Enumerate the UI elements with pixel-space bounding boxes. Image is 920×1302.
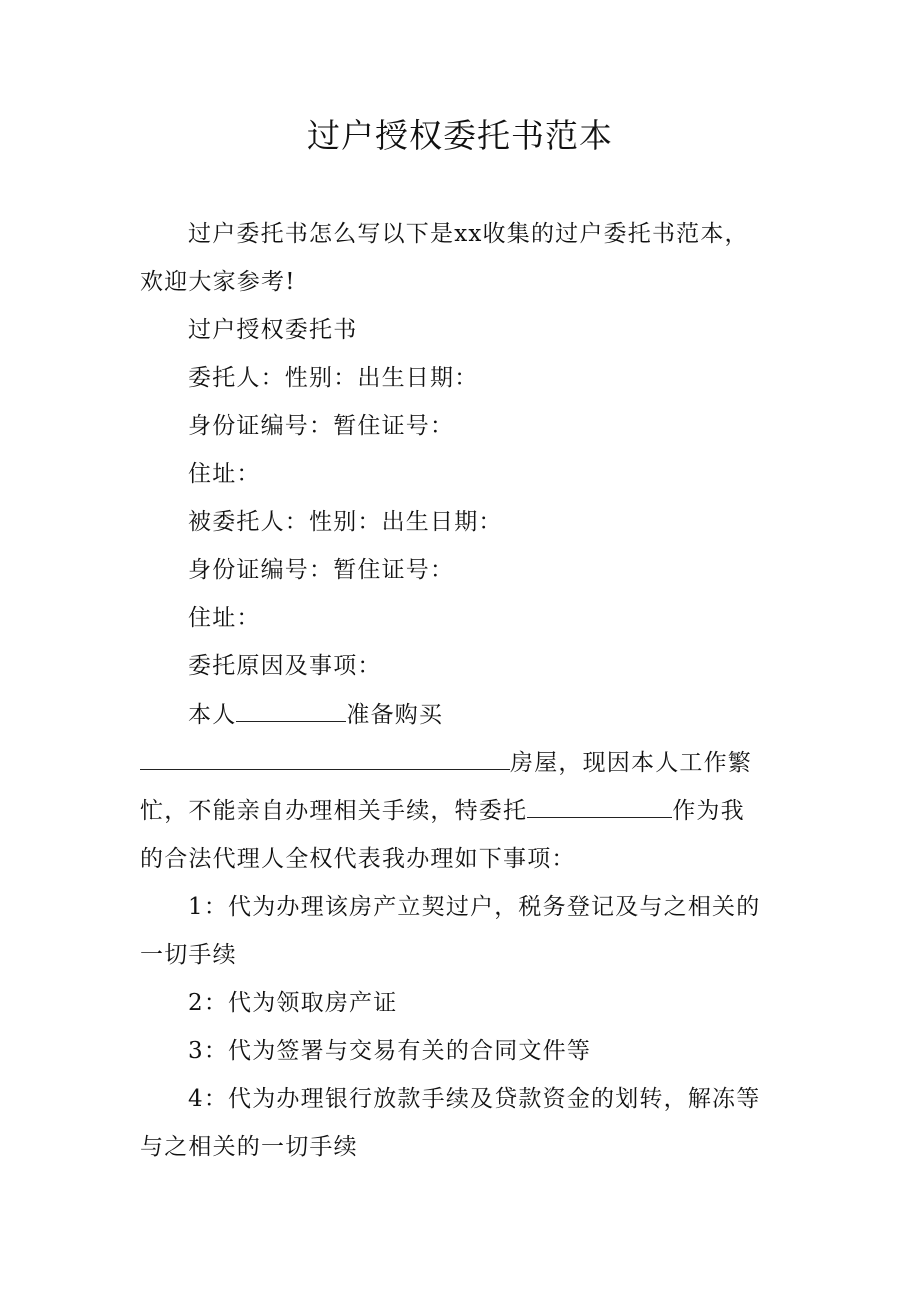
fill-blank-name	[236, 697, 346, 722]
para-a-suffix: 准备购买	[346, 702, 444, 728]
reason-heading: 委托原因及事项：	[188, 653, 382, 679]
paragraph-line-1	[188, 697, 828, 733]
item-3: 3：代为签署与交易有关的合同文件等	[188, 1038, 592, 1064]
agent-address-line: 住址：	[188, 605, 261, 631]
paragraph-line-3	[140, 793, 780, 829]
agent-id-line: 身份证编号：暂住证号：	[188, 557, 455, 583]
fill-blank-property	[140, 745, 510, 770]
paragraph-line-2	[140, 745, 780, 781]
para-b-suffix: 房屋，现因本人工作繁	[510, 750, 752, 776]
principal-id-line: 身份证编号：暂住证号：	[188, 413, 455, 439]
section-heading: 过户授权委托书	[188, 317, 358, 343]
item-4-line-2: 与之相关的一切手续	[140, 1134, 358, 1160]
para-a-prefix: 本人	[188, 702, 237, 728]
item-1-line-2: 一切手续	[140, 942, 237, 968]
document-title: 过户授权委托书范本	[307, 116, 613, 155]
principal-line: 委托人：性别：出生日期：	[188, 365, 479, 391]
para-c-prefix: 忙，不能亲自办理相关手续，特委托	[140, 798, 528, 824]
intro-line-1: 过户委托书怎么写以下是xx收集的过户委托书范本，	[188, 221, 749, 247]
item-2: 2：代为领取房产证	[188, 990, 398, 1016]
paragraph-line-4: 的合法代理人全权代表我办理如下事项：	[140, 846, 576, 872]
item-1-line-1: 1：代为办理该房产立契过户，税务登记及与之相关的	[188, 894, 761, 920]
fill-blank-agent	[527, 793, 672, 818]
intro-line-2: 欢迎大家参考!	[140, 269, 296, 295]
agent-line: 被委托人：性别：出生日期：	[188, 509, 503, 535]
item-4-line-1: 4：代为办理银行放款手续及贷款资金的划转，解冻等	[188, 1086, 761, 1112]
para-c-suffix: 作为我	[672, 798, 745, 824]
principal-address-line: 住址：	[188, 461, 261, 487]
